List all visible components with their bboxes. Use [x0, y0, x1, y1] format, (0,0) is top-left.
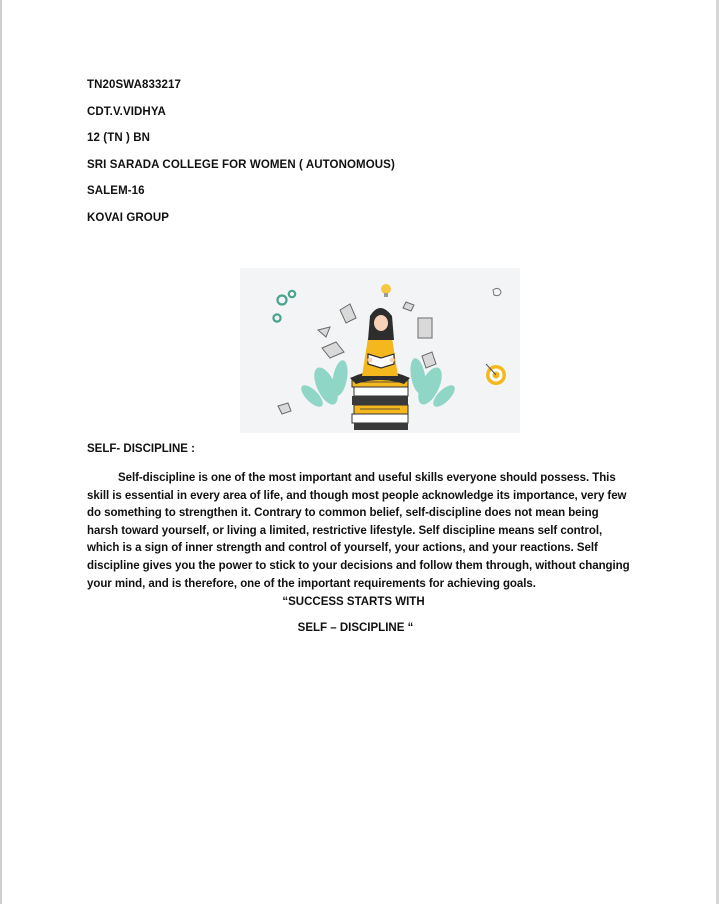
- reading-illustration: [240, 268, 520, 433]
- college-location: SALEM-16: [87, 185, 145, 198]
- cadet-number: TN20SWA833217: [87, 79, 181, 91]
- target-icon: [486, 364, 506, 385]
- quote-line-2: SELF – DISCIPLINE “: [297, 622, 414, 634]
- section-heading: SELF- DISCIPLINE :: [87, 443, 195, 455]
- cadet-name: CDT.V.VIDHYA: [87, 105, 166, 118]
- college-name: SRI SARADA COLLEGE FOR WOMEN ( AUTONOMOUS): [87, 158, 395, 171]
- cadet-details: [87, 78, 395, 238]
- page-edge-left: [0, 0, 2, 904]
- self-discipline-paragraph: Self-discipline is one of the most important and useful skills everyone should possess. This skill is essential in every area of life, and though most people acknowledge its importance, very few do something to strengthen it. Contrary to common belief, self-discipline does not mean being harsh toward yourself, or living a limited, restrictive lifestyle. Self discipline means self control, which is a sign of inner strength and control of yourself, your actions, and your reactions. Self discipline gives you the power to stick to your decisions and follow them through, without changing your mind, and is therefore, one of the important requirements for achieving goals.: [87, 472, 630, 590]
- book-stack-icon: [352, 378, 408, 430]
- battalion: 12 (TN ) BN: [87, 132, 151, 145]
- lightbulb-icon: [381, 284, 391, 297]
- woman-reading-on-books-illustration: [240, 268, 520, 433]
- gear-icon: [273, 291, 295, 322]
- group-name: KOVAI GROUP: [87, 211, 170, 224]
- woman-reading-icon: [350, 308, 410, 384]
- quote-line-1: “SUCCESS STARTS WITH: [282, 596, 425, 608]
- speech-doodle-icon: [493, 288, 501, 295]
